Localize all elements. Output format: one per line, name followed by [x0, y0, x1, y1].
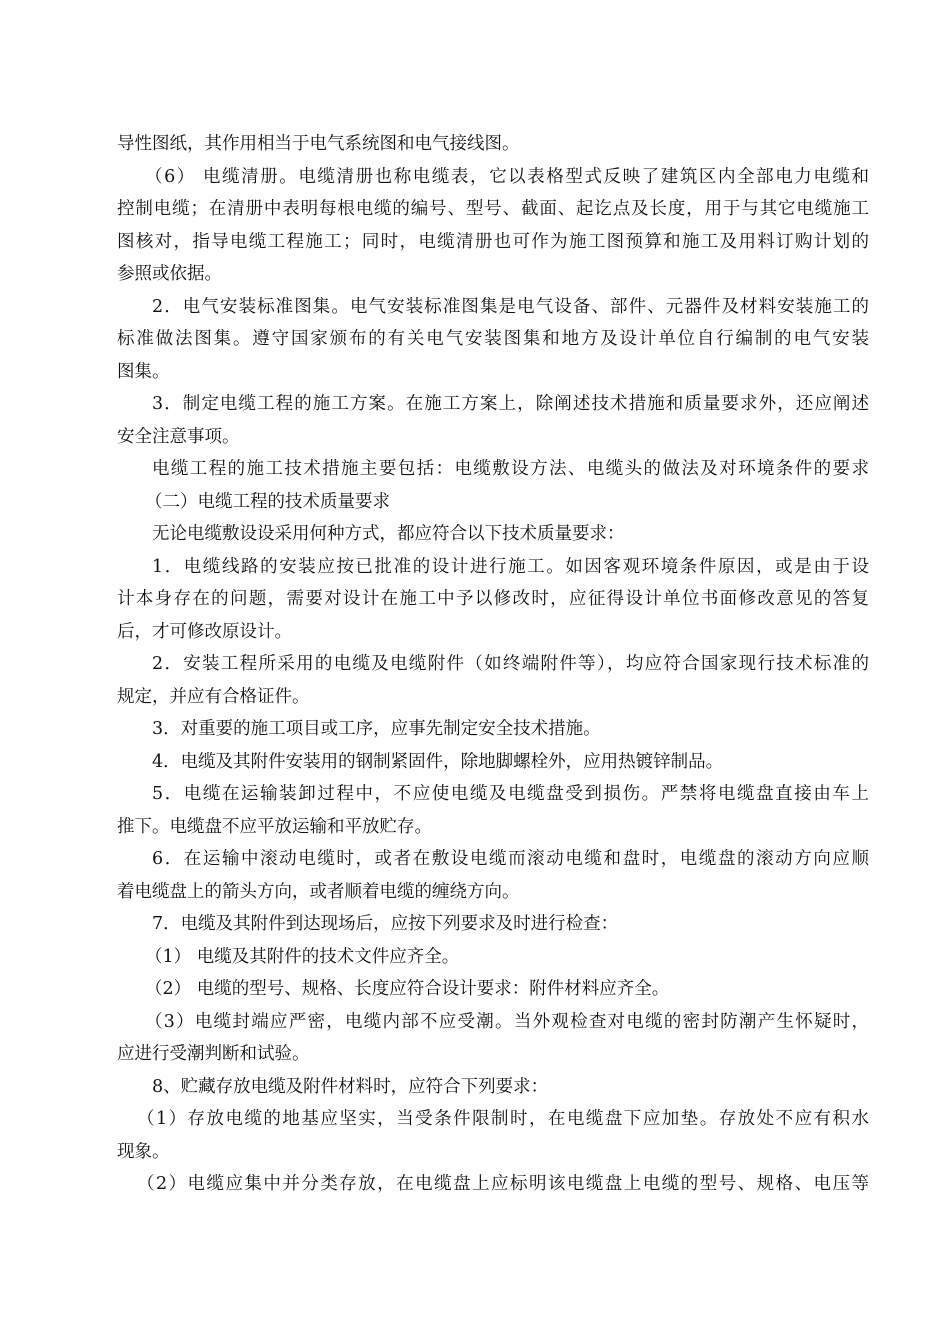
- text-line: 3．制定电缆工程的施工方案。在施工方案上，除阐述技术措施和质量要求外，还应阐述: [152, 394, 869, 414]
- text-line: 参照或依据。: [117, 264, 222, 284]
- text-line: （1）存放电缆的地基应坚实，当受条件限制时，在电缆盘下应加垫。存放处不应有积水: [137, 1109, 869, 1129]
- text-line: 无论电缆敷设设采用何种方式，都应符合以下技术质量要求：: [152, 524, 625, 544]
- text-line: 标准做法图集。遵守国家颁布的有关电气安装图集和地方及设计单位自行编制的电气安装: [117, 329, 869, 349]
- body-text: [117, 128, 869, 1201]
- text-line: 应进行受潮判断和试验。: [117, 1044, 310, 1064]
- text-line: 推下。电缆盘不应平放运输和平放贮存。: [117, 816, 432, 837]
- text-line: 图集。: [117, 361, 170, 382]
- text-line: （2）电缆应集中并分类存放，在电缆盘上应标明该电缆盘上电缆的型号、规格、电压等: [137, 1174, 869, 1194]
- text-line: 安全注意事项。: [117, 426, 240, 447]
- text-line: 5．电缆在运输装卸过程中，不应使电缆及电缆盘受到损伤。严禁将电缆盘直接由车上: [152, 784, 869, 804]
- text-line: （6） 电缆清册。电缆清册也称电缆表，它以表格型式反映了建筑区内全部电力电缆和: [145, 166, 869, 187]
- text-line: 2．电气安装标准图集。电气安装标准图集是电气设备、部件、元器件及材料安装施工的: [152, 296, 869, 317]
- text-line: 现象。: [117, 1141, 170, 1162]
- text-line: 后，才可修改原设计。: [117, 621, 292, 642]
- text-line: 2．安装工程所采用的电缆及电缆附件（如终端附件等），均应符合国家现行技术标准的: [152, 654, 869, 674]
- text-line: 8、贮藏存放电缆及附件材料时，应符合下列要求：: [152, 1076, 549, 1097]
- text-line: 3．对重要的施工项目或工序，应事先制定安全技术措施。: [152, 719, 601, 739]
- text-line: （1） 电缆及其附件的技术文件应齐全。: [145, 946, 460, 967]
- text-line: 着电缆盘上的箭头方向，或者顺着电缆的缠绕方向。: [117, 881, 520, 902]
- text-line: 控制电缆；在清册中表明每根电缆的编号、型号、截面、起讫点及长度，用于与其它电缆施工: [117, 199, 869, 219]
- text-line: 电缆工程的施工技术措施主要包括：电缆敷设方法、电缆头的做法及对环境条件的要求: [152, 459, 869, 479]
- text-line: 导性图纸，其作用相当于电气系统图和电气接线图。: [117, 134, 520, 154]
- text-line: 1．电缆线路的安装应按已批准的设计进行施工。如因客观环境条件原因，或是由于设: [152, 556, 869, 577]
- text-line: 7．电缆及其附件到达现场后，应按下列要求及时进行检查：: [152, 914, 619, 934]
- text-line: 4．电缆及其附件安装用的钢制紧固件，除地脚螺栓外，应用热镀锌制品。: [152, 751, 724, 772]
- text-line: （3）电缆封端应严密，电缆内部不应受潮。当外观检查对电缆的密封防潮产生怀疑时，: [145, 1011, 869, 1032]
- text-line: 6．在运输中滚动电缆时，或者在敷设电缆而滚动电缆和盘时，电缆盘的滚动方向应顺: [152, 849, 869, 869]
- section-heading: （二）电缆工程的技术质量要求: [145, 491, 390, 512]
- text-line: 计本身存在的问题，需要对设计在施工中予以修改时，应征得设计单位书面修改意见的答复: [117, 589, 869, 609]
- text-line: （2） 电缆的型号、规格、长度应符合设计要求：附件材料应齐全。: [145, 979, 670, 999]
- text-line: 规定，并应有合格证件。: [117, 686, 310, 707]
- text-line: 图核对，指导电缆工程施工；同时，电缆清册也可作为施工图预算和施工及用料订购计划的: [117, 231, 869, 252]
